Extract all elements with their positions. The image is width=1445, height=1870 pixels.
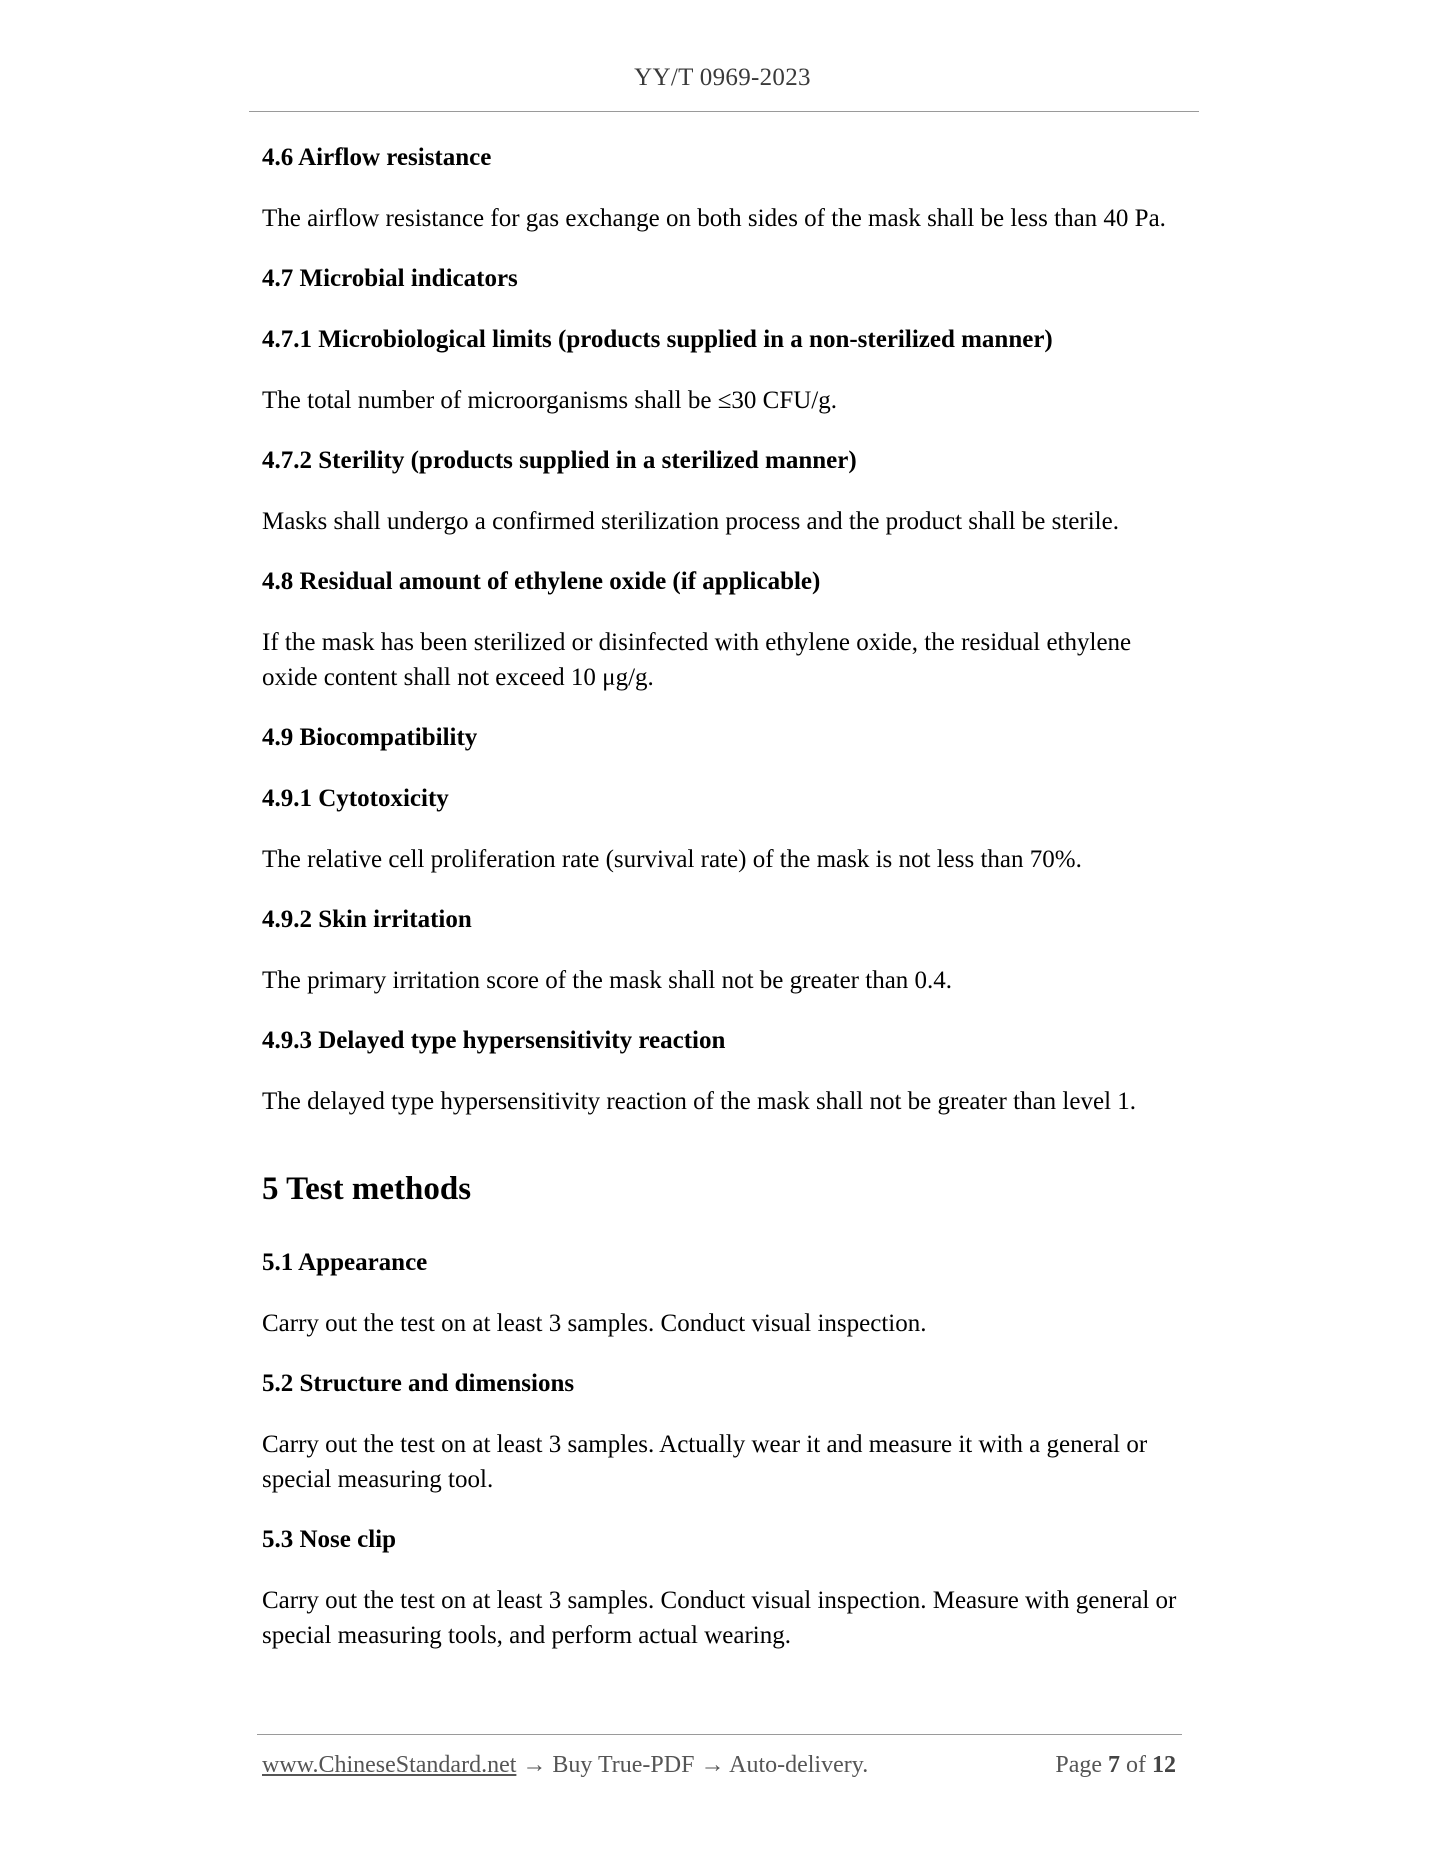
page-header-doc-id: YY/T 0969-2023 [634, 64, 811, 91]
section-heading: 4.9.2 Skin irritation [262, 906, 472, 933]
page-indicator [1055, 1752, 1176, 1779]
footer-promo [262, 1752, 868, 1779]
section-heading: 4.7.1 Microbiological limits (products supplied in a non-sterilized manner) [262, 326, 1053, 353]
body-paragraph: If the mask has been sterilized or disinfected with ethylene oxide, the residual ethylene oxide content shall not exceed 10 μg/g. [262, 629, 1132, 691]
section-heading: 4.9.1 Cytotoxicity [262, 785, 449, 812]
page-footer [262, 1752, 1182, 1786]
section-heading: 4.9.3 Delayed type hypersensitivity reaction [262, 1027, 726, 1054]
body-paragraph: The airflow resistance for gas exchange on both sides of the mask shall be less than 40 Pa. [262, 205, 1166, 232]
page-current: 7 [1108, 1752, 1120, 1778]
header-divider [249, 111, 1199, 112]
section-heading: 4.7.2 Sterility (products supplied in a sterilized manner) [262, 447, 857, 474]
page-total: 12 [1152, 1752, 1176, 1778]
section-heading: 4.7 Microbial indicators [262, 265, 518, 292]
body-paragraph: The total number of microorganisms shall be ≤30 CFU/g. [262, 387, 837, 414]
promo-text: → Buy True-PDF → Auto-delivery. [516, 1752, 869, 1778]
section-heading: 5.3 Nose clip [262, 1526, 397, 1553]
body-paragraph: Carry out the test on at least 3 samples. Actually wear it and measure it with a general or special measuring tool. [262, 1431, 1148, 1493]
chapter-title: 5 Test methods [262, 1171, 472, 1207]
section-heading: 5.2 Structure and dimensions [262, 1370, 575, 1397]
website-link[interactable]: www.ChineseStandard.net [262, 1752, 517, 1778]
document-body [262, 140, 1192, 1678]
footer-divider [257, 1734, 1182, 1735]
body-paragraph: The delayed type hypersensitivity reaction of the mask shall not be greater than level 1. [262, 1088, 1137, 1115]
body-paragraph: Carry out the test on at least 3 samples. Conduct visual inspection. [262, 1310, 927, 1337]
section-heading: 4.9 Biocompatibility [262, 724, 478, 751]
body-paragraph: The relative cell proliferation rate (survival rate) of the mask is not less than 70%. [262, 846, 1082, 873]
page-label: Page [1055, 1752, 1102, 1778]
body-paragraph: The primary irritation score of the mask shall not be greater than 0.4. [262, 967, 953, 994]
section-heading: 4.6 Airflow resistance [262, 144, 492, 171]
of-label: of [1126, 1752, 1146, 1778]
body-paragraph: Masks shall undergo a confirmed sterilization process and the product shall be sterile. [262, 508, 1119, 535]
section-heading: 5.1 Appearance [262, 1249, 428, 1276]
body-paragraph: Carry out the test on at least 3 samples. Conduct visual inspection. Measure with general or special measuring tools, and perform actual wearing. [262, 1587, 1177, 1649]
section-heading: 4.8 Residual amount of ethylene oxide (if applicable) [262, 568, 821, 595]
